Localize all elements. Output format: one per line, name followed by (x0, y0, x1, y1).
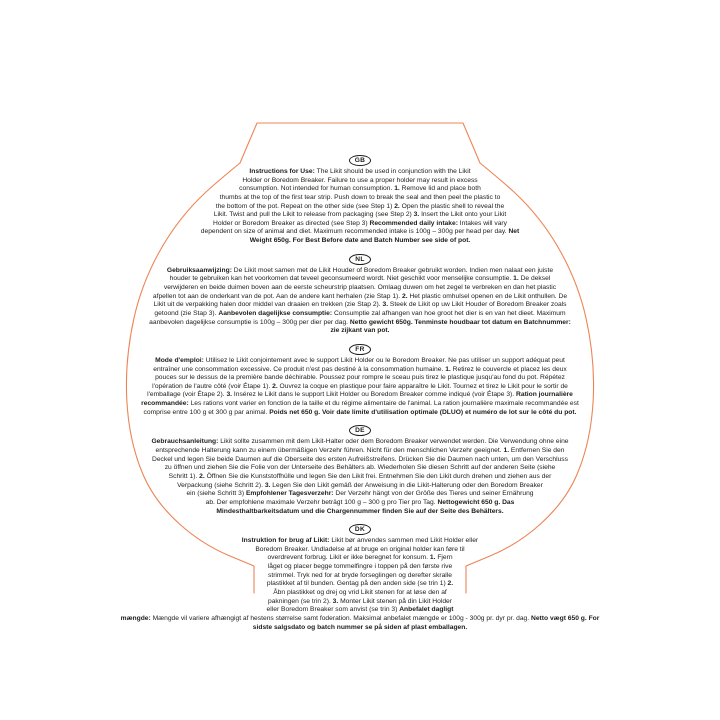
text-segment: Likit bør anvendes sammen med Likit Holder eller Boredom Breaker. Undladelse af at bruge en original holder kan føre til overdrevent forbrug. Likit er ikke beregnet for konsum. (255, 537, 479, 562)
text-segment: 1. (394, 185, 402, 193)
lang-badge-fr: FR (349, 344, 370, 355)
text-segment: 3. (382, 301, 390, 309)
text-segment: 2. (402, 292, 410, 300)
text-segment: Net Weight 650g. For Best Before date and Batch Number see side of pot. (249, 228, 520, 245)
lang-badge-dk: DK (349, 524, 371, 535)
text-segment: 2. (447, 580, 454, 588)
text-segment: Instructions for Use: (249, 168, 317, 175)
text-segment: Retirez le couvercle et placez les deux pouces sur le dessus de la première bande déchirable. Poussez pour rompre le sceau puis tirez le plastique jusqu'au fond du pot. Répétez l'opération de l'autre côté (voir Étape 1). (152, 365, 567, 390)
text-segment: Insérez le Likit dans le support Likit Holder ou Boredom Breaker comme indiqué (voir Étape 3). (233, 391, 517, 399)
text-segment: Recommended daily intake: (369, 219, 460, 227)
text-segment: Steek de Likit op uw Likit Houder of Boredom Breaker zoals getoond (zie Stap 3). (154, 301, 567, 317)
lang-badge-nl: NL (349, 254, 370, 265)
lang-badge-de: DE (349, 425, 371, 436)
text-segment: Instruktion for brug af Likit: (241, 537, 332, 545)
text-segment: Insert the Likit onto your Likit Holder or Boredom Breaker as directed (see Step 3) (212, 211, 507, 227)
text-segment: Het plastic omhulsel openen en de Likit onthullen. De Likit uit de verpakking halen door middel van draaien en trekken (zie Stap 2). (153, 292, 568, 309)
section-text-nl (120, 267, 600, 336)
text-segment: Mængde vil variere afhængigt af hestens størrelse samt foderation. Maksimal anbefalet mængde er 100g - 300g pr. dyr pr. dag. (152, 614, 531, 622)
lang-badge-gb: GB (349, 155, 372, 166)
text-segment: Poids net 650 g. Voir date limite d'utilisation optimale (DLUO) et numéro de lot sur le côté du pot. (269, 408, 577, 416)
text-segment: Netto vægt 650 g. For sidste salgsdato og batch nummer se på siden af plast emballagen. (252, 614, 600, 631)
text-segment: Ration journalière recommandée: (141, 391, 573, 408)
text-segment: Utilisez le Likit conjointement avec le support Likit Holder ou le Boredom Breaker. Ne pas utiliser un support adéquat peut entraîner une consommation excessive. Ce produit n'est pas destiné à la consommation humaine. (153, 356, 565, 373)
text-segment: Gebruiksaanwijzing: (166, 266, 234, 274)
text-segment: De Likit moet samen met de Likit Houder of Boredom Breaker gebruikt worden. Indien men nalaat een juiste houder te gebruiken kan het voorkomen dat teveel geconsumeerd wordt. Niet geschikt voor menselijke consumptie. (169, 266, 554, 283)
text-segment: 2. (394, 202, 402, 210)
text-segment: Monter Likit stenen på din Likit Holder eller Boredom Breaker som anvist (se trin 3) (266, 597, 452, 614)
text-segment: Legen Sie den Likit gemäß der Anweisung in die Likit-Halterung oder den Boredom Breaker ein (siehe Schritt 3) (186, 481, 543, 498)
text-segment: Netto gewicht 650g. Tenminste houdbaar tot datum en Batchnummer: zie zijkant van pot. (330, 318, 571, 335)
text-segment: 3. (413, 211, 422, 219)
text-segment: 1. (445, 365, 453, 373)
text-segment: Gebrauchsanleitung: (151, 438, 221, 446)
text-segment: 3. (332, 597, 341, 605)
text-segment: 2. (199, 472, 207, 480)
text-segment: Mode d'emploi: (155, 356, 206, 364)
text-segment: The Likit should be used in conjunction with the Likit Holder or Boredom Breaker. Failure to use a proper holder may result in excess consumption. Not intended for human consumption. (239, 168, 478, 193)
text-segment: Aanbevolen dagelijkse consumptie: (218, 309, 334, 317)
text-segment: Nettogewicht 650 g. Das Mindesthaltbarkeitsdatum und die Chargennummer finden Sie auf der Seite des Behälters. (216, 498, 515, 515)
text-segment: 3. (226, 391, 234, 399)
text-segment: Anbefalet dagligt mængde: (120, 606, 454, 622)
text-segment: Open the plastic shell to reveal the Likit. Twist and pull the Likit to release from packaging (see Step 2) (213, 202, 505, 219)
text-segment: Ouvrez la coque en plastique pour faire apparaître le Likit. Tournez et tirez le Likit pour le sortir de l'emballage (voir Étape 2). (147, 382, 568, 399)
text-segment: Öffnen Sie die Kunststoffhülle und legen Sie den Likit frei. Entnehmen Sie den Likit durch drehen und ziehen aus der Verpackung (siehe Schritt 2). (177, 472, 552, 489)
text-segment: Entfernen Sie den Deckel und legen Sie beide Daumen auf die Oberseite des ersten Aufreißstreifens. Drücken Sie die Daumen nach unten, um den Verschluss zu öffnen und ziehen Sie die Folie von der Unterseite des Behälters ab. Wiederholen Sie diesen Schritt auf der anderen Seite (siehe Schritt 1). (152, 447, 568, 480)
label-text-flow (120, 147, 600, 631)
text-segment: 2. (272, 382, 280, 390)
text-segment: 1. (503, 447, 511, 455)
text-segment: Intakes will vary dependent on size of animal and diet. Maximum recommended intake is 100g – 300g per head per day. (200, 219, 509, 236)
text-segment: Consumptie zal afhangen van hoe groot het dier is en van het dieet. Maximum aanbevolen dagelijkse consumptie is 100g – 300g per dier per dag. (149, 309, 566, 326)
text-segment: Les rations vont varier en fonction de la taille et du régime alimentaire de l'animal. La ration journalière maximale recommandée est comprise entre 100 g et 300 g par animal. (143, 400, 579, 416)
text-segment: Empfohlener Tagesverzehr: (245, 490, 336, 498)
text-segment: Åbn plastikket og drej og vrid Likit stenen for at løse den af pakningen (se trin 2). (267, 588, 447, 605)
text-segment: 1. (429, 554, 438, 562)
text-segment: Der Verzehr hängt von der Größe des Tieres und seiner Ernährung ab. Der empfohlene maximale Verzehr beträgt 100 g – 300 g pro Tier pro Tag. (205, 490, 534, 506)
text-segment: De deksel verwijderen en beide duimen boven aan de eerste scheurstrip plaatsen. Omlaag duwen om het zegel te verbreken en dan het plastic afpellen tot aan de onderkant van de pot. Aan de andere kant herhalen (zie Stap 1). (152, 275, 557, 300)
text-segment: 3. (264, 481, 273, 489)
section-text-fr (120, 357, 600, 417)
text-segment: Fjern låget og placer begge tommelfingre i toppen på den første rive strimmel. Tryk ned for at bryde forseglingen og derefter skralle plastikket af til bunden. Gentag på den anden side (se trin 1) (266, 554, 453, 588)
text-segment: 1. (513, 275, 521, 283)
text-segment: Remove lid and place both thumbs at the top of the first tear strip. Push down to break the seal and then peel the plastic to the bottom of the pot. Repeat on the other side (see Step 1) (215, 185, 501, 210)
text-segment: Likit sollte zusammen mit dem Likit-Halter oder dem Boredom Breaker verwendet werden. Die Verwendung ohne eine entsprechende Halterung kann zu einem übermäßigen Verzehr führen. Nicht für den menschlichen Verzehr geeignet. (155, 438, 569, 455)
